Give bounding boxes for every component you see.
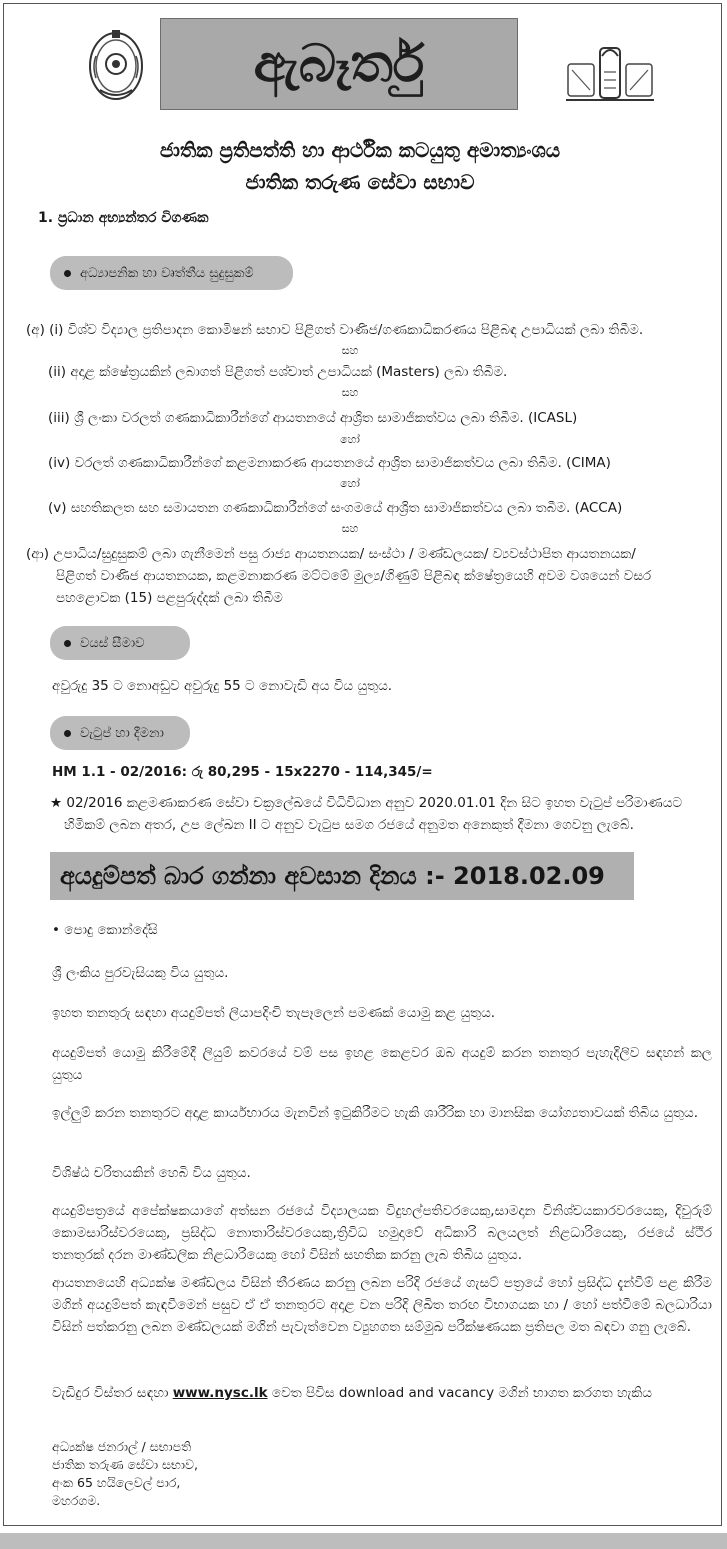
connector-and: සහ xyxy=(341,522,359,535)
salary-note-line: ★ 02/2016 කළමණාකරණ සේවා චක්‍රලේඛයේ විධිවිධාන අනුව 2020.01.01 දින සිට ඉහත වැටුප් පරිමාණයට xyxy=(50,795,683,811)
website-link[interactable]: www.nysc.lk xyxy=(172,1385,268,1401)
ministry-heading: ජාතික ප්‍රතිපත්ති හා ආර්ථික කටයුතු අමාත්‍යංශය xyxy=(159,138,561,162)
age-limit-text: අවුරුදු 35 ට නොඅඩුව අවුරුදු 55 ට නොවැඩි අය විය යුතුය. xyxy=(52,678,393,694)
qualification-item: (iv) වරලත් ගණකාධිකාරීන්ගේ කළමනාකරණ ආයතනයේ ආශ්‍රිත සාමාජිකත්වය ලබා තිබීම. (CIMA) xyxy=(48,455,611,471)
bullet-icon xyxy=(64,640,71,647)
council-heading: ජාතික තරුණ සේවා සභාව xyxy=(245,170,475,194)
qualification-item: (ii) අදාළ ක්ෂේත්‍රයකින් ලබාගත් පිළිගත් පශ්චාත් උපාධියක් (Masters) ලබා තිබීම. xyxy=(48,364,508,380)
page-title: ඇබෑර්තු xyxy=(253,33,425,94)
signature-line: අධ්‍යක්ෂ ජනරාල් / සභාපති xyxy=(52,1439,192,1454)
condition-paragraph: ශ්‍රී ලංකිය පුරවැසියකු විය යුතුය. xyxy=(52,965,229,981)
signature-line: ජාතික තරුණ සේවා සභාව, xyxy=(52,1457,198,1472)
experience-line: (ආ) උපාධිය/සුදුසුකම් ලබා ගැනීමෙන් පසු රාජ්‍ය ආයතනයක/ සංස්ථා / මණ්ඩලයක/ ව්‍යවස්ථාපිත ආයතනයක/ xyxy=(26,546,636,562)
age-section-label: වයස් සීමාව xyxy=(50,626,190,660)
connector-or: හෝ xyxy=(340,433,360,446)
qualifications-section-label: අධ්‍යාපනික හා වෘත්තීය සුදුසුකම් xyxy=(50,256,293,290)
closing-date-banner: අයදුම්පත් බාර ගන්නා අවසාන දිනය :- 2018.02.09 xyxy=(50,852,634,900)
salary-scale: HM 1.1 - 02/2016: රු 80,295 - 15x2270 - 114,345/= xyxy=(52,764,433,780)
condition-paragraph: ඉල්ලුම් කරන තනතුරට අදාළ කාර්යභාරය මැනවින් ඉටුකිරීමට හැකි ශාරීරික හා මානසික යෝග්‍යතාවයක් තිබිය යුතුය. xyxy=(52,1105,698,1121)
bullet-icon xyxy=(64,270,71,277)
condition-paragraph: අයදුම්පත් යොමු කිරීමේදී ලියුම් කවරයේ වම් පස ඉහළ කෙළවර ඔබ අයදුම් කරන තනතුර පැහැදිලිව සඳහන් කල යුතුය xyxy=(52,1045,712,1083)
connector-and: සහ xyxy=(341,344,359,357)
condition-paragraph: විශිෂ්ඨ චරිතයකින් හෙබි විය යුතුය. xyxy=(52,1165,251,1181)
salary-note-line: හිමිකම් ලබන අතර, උප ලේඛන II ට අනුව වැටුප සමග රජයේ අනුමත අනෙකුත් දීමනා ගෙවනු ලැබේ. xyxy=(64,817,634,833)
experience-line: පිළිගත් වාණිජ ආයතනයක, කළමනාකරණ මට්ටමේ මුල්‍ය/ගිණුම් පිළිබඳ ක්ෂේත්‍රයෙහි අවම වශයෙන් වසර xyxy=(56,568,652,584)
salary-section-label: වැටුප් හා දීමනා xyxy=(50,716,190,750)
general-conditions-heading: • පොදු කොන්දේසි xyxy=(52,922,158,938)
bottom-bar xyxy=(0,1533,727,1549)
post-title: 1. ප්‍රධාන අභ්‍යන්තර විගණක xyxy=(38,210,209,226)
lion-emblem-icon xyxy=(562,42,658,104)
qualification-item: (අ) (i) විශ්ව විද්‍යාල ප්‍රතිපාදන කොමිෂන් සභාව පිළිගත් වාණිජ/ගණකාධිකරණය පිළිබඳ උපාධියක් ලබා තිබීම. xyxy=(26,322,644,338)
more-info-line: වැඩිදුර විස්තර සඳහා www.nysc.lk වෙත පිවිස download and vacancy මගින් භාගත කරගත හැකිය xyxy=(52,1385,653,1401)
condition-paragraph: ඉහත තනතුරු සඳහා අයදුම්පත් ලියාපදිංචි තැපෑලෙන් පමණක් යොමු කළ යුතුය. xyxy=(52,1005,496,1021)
connector-and: සහ xyxy=(341,386,359,399)
connector-or: හෝ xyxy=(340,477,360,490)
signature-line: මහරගම. xyxy=(52,1493,101,1508)
state-emblem-icon xyxy=(86,26,146,102)
experience-line: පහළොවක (15) පළපුරුද්දක් ලබා තිබීම xyxy=(56,590,283,606)
condition-paragraph: ආයතනයෙහි අධ්‍යක්ෂ මණ්ඩලය විසින් තීරණය කරනු ලබන පරිදි රජයේ ගැසට් පත්‍රයේ හෝ ප්‍රසිද්ධ දැන්වීම් පළ කිරීම මගින් අයදුම්පත් කැඳවීමෙන් පසුව ඒ ඒ තනතුරට අදාළ වන පරිදි ලිඛිත තරඟ විභාගයක හා / හෝ පත්වීමේ බලධාරියා විසින් පත්කරනු ලබන මණ්ඩලයක් මගින් පැවැත්වෙන ව්‍යුහගත සම්මුඛ පරීක්ෂණයක ප්‍රතිපල මත බඳවා ගනු ලැබේ. xyxy=(52,1275,712,1335)
bullet-icon xyxy=(64,730,71,737)
condition-paragraph: අයදුම්පත්‍රයේ අපේක්ෂකයාගේ අත්සන රජයේ විද්‍යාලයක විදුහල්පතිවරයෙකු,සාමදාන විනිශ්චයකාරවරයෙකු, දිවුරුම් කොමසාරිස්වරයෙකු, ප්‍රසිද්ධ නොතාරිස්වරයෙකු,ත්‍රිවිධ හමුදාවේ අධිකාරි බලයලත් නිළධාරියෙකු, රජයේ ස්ථිර තනතුරක් දරන මාණ්ඩලික නිළධාරියෙකු හෝ විසින් සහතික කරනු ලැබ තිබිය යුතුය. xyxy=(52,1203,712,1263)
qualification-item: (iii) ශ්‍රී ලංකා වරලත් ගණකාධිකාරීන්ගේ ආයතනයේ ආශ්‍රිත සාමාජිකත්වය ලබා තිබීම. (ICASL) xyxy=(48,410,578,426)
qualification-item: (v) සහතිකලත සහ සමායතන ගණකාධිකාරීන්ගේ සංගමයේ ආශ්‍රිත සාමාජිකත්වය ලබා තබීම. (ACCA) xyxy=(48,500,623,516)
signature-line: අංක 65 හයිලෙවල් පාර, xyxy=(52,1475,181,1490)
signature-block xyxy=(52,1438,198,1510)
title-banner xyxy=(160,18,518,110)
